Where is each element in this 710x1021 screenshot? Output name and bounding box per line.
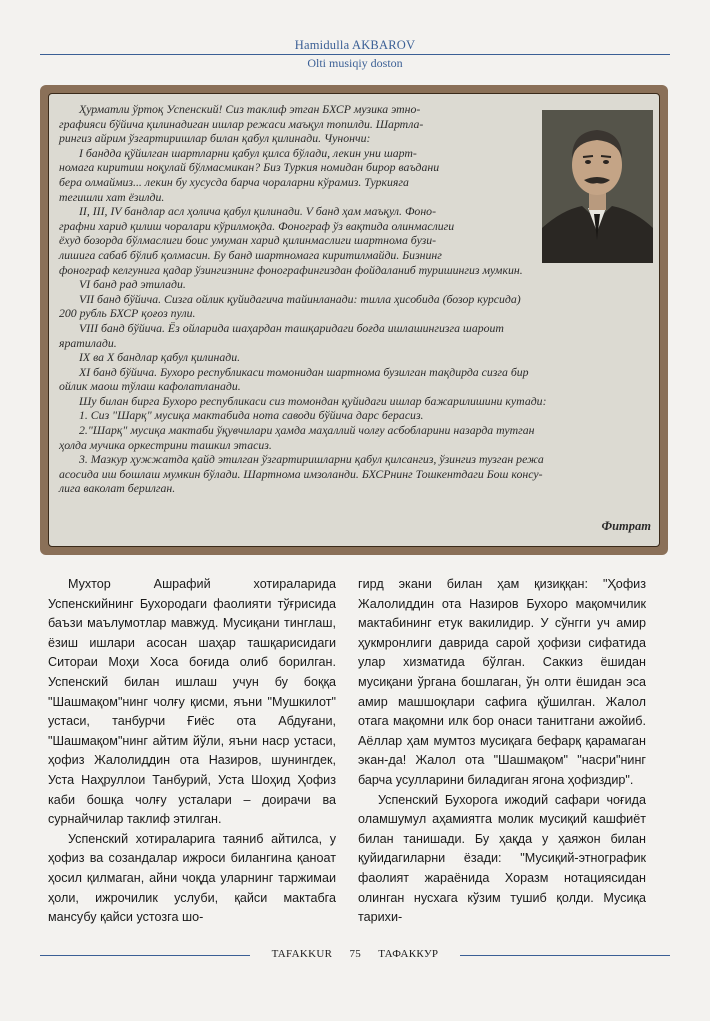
letter-line: ҳолда мучика оркестрини ташкил этасиз. [59, 437, 272, 452]
letter-line: II, III, IV бандлар асл ҳолича қабул қилинади. V банд ҳам маъқул. Фоно- [79, 204, 437, 219]
letter-line: XI банд бўйича. Бухоро республикаси томонидан шартнома бузилган тақдирда сизга бир [79, 364, 529, 379]
header-title: Olti musiqiy doston [307, 56, 403, 70]
letter-line: IX ва X бандлар қабул қилинади. [79, 350, 241, 365]
letter-line: номага киритиш ноқулай бўлмасмикан? Биз Туркия номидан бирор ваъдани [59, 160, 440, 175]
letter-line: яратилади. [59, 335, 117, 350]
letter-line: лига ваколат берилган. [59, 481, 176, 496]
letter-line: 1. Сиз "Шарқ" мусиқа мактабида нота саводи бўйича дарс берасиз. [79, 408, 424, 423]
letter-signature: Фитрат [601, 519, 651, 533]
letter-line: Шу билан бирга Бухоро республикаси сиз томондан қуйидаги ишлар бажарилишини кутади: [79, 393, 547, 408]
letter-line: рингиз айрим ўзгартиришлар билан қабул қилинади. Чунончи: [59, 131, 371, 146]
letter-line: 200 рубль БХСР қоғоз пули. [59, 306, 196, 321]
letter-line: 3. Мазкур ҳужжатда қайд этилган ўзгартиришларни қабул қилсангиз, ўзингиз тузган режа [79, 452, 544, 467]
header-rule [40, 54, 670, 55]
letter-line: VII банд бўйича. Сизга ойлик қуйидагича тайинланади: тилла ҳисобида (бозор курсида) [79, 291, 521, 306]
letter-line: фонограф келгунига қадар ўзингизнинг фонографингиздан фойдаланиб туришингиз мумкин. [59, 262, 523, 277]
left-column [48, 575, 336, 928]
letter-line: асосида иш бошлаш мумкин бўлади. Шартнома имзоланди. БХСРнинг Тошкентдаги Бош консу- [59, 466, 543, 481]
letter-panel [48, 93, 660, 547]
letter-line: бера олмаймиз... лекин бу хусусда барча чораларни кўрамиз. Туркияга [59, 174, 409, 189]
letter-line: 2."Шарқ" мусиқа мактаби ўқувчилари ҳамда маҳаллий чолғу асбобларини назарда тутган [79, 423, 535, 438]
right-paragraph-1: гирд экани билан ҳам қизиққан: "Ҳофиз Жалолиддин ота Назиров Бухоро мақомчилик мактабининг етук вакилидир. У сўнгги уч амир ҳукмронлиги даврида сарой ҳофизи сифатида улар хизматида бўлган. Саккиз ёшидан мусиқани ўргана бошлаган, ўн олти ёшидан эса амир машшоқлари сафига қўшилган. Жалол отага мақомни илк бор онаси танитгани ажойиб. Аёллар ҳам мумтоз мусиқага бефарқ қарамаган экан-да! Жалол ота "Шашмақом" "насри"нинг барча усулларини биладиган ягона ҳофиздир". [358, 577, 646, 787]
left-paragraph-1: Мухтор Ашрафий хотираларида Успенскийнинг Бухородаги фаолияти тўғрисида баъзи маълумотлар мавжуд. Мусиқани тинглаш, ёзиш ишлари асосан шаҳар ташқарисидаги Ситораи Моҳи Хоса боғида олиб борилган. Успенский билан ишлаш учун бу боққа "Шашмақом"нинг чолғу қисми, яъни "Мушкилот" устаси, танбурчи Ғиёс ота Абдуғани, "Шашмақом"нинг айтим йўли, яъни наср устаси, ҳофиз Жалолиддин ота Назиров, шунингдек, Уста Наҳруллои Танбурий, Уста Шоҳид Ҳофиз каби бошқа чолғу усталари – доирачи ва сурнайчилар таклиф этилган. [48, 577, 336, 827]
letter-line: ёхуд бозорда бўлмаслиги боис умуман харид қилинмаслиги шартнома бузи- [59, 233, 437, 248]
letter-line: ойлик маош тўлаш кафолатланади. [59, 379, 241, 394]
letter-text [59, 102, 649, 496]
right-paragraph-2: Успенский Бухорога ижодий сафари чоғида оламшумул аҳамиятга молик мусиқий кашфиёт билан танишади. Бу ҳақда у ҳаяжон билан қуйидагиларни ёзади: "Мусиқий-этнографик фаолият жараёнида Хоразм нотациясидан олинган нусхага кўзим тушиб қолди. Мусиқа тарихи- [358, 792, 646, 925]
footer [40, 946, 670, 966]
footer-label-latin: TAFAKKUR [268, 948, 337, 960]
letter-frame [40, 85, 668, 555]
letter-line: I бандда қўйилган шартларни қабул қилса бўлади, лекин уни шарт- [79, 145, 417, 160]
letter-line: лишига сабаб бўлиб қолмасин. Бу банд шартномага киритилмайди. Бизнинг [59, 247, 442, 262]
letter-line: VI банд рад этилади. [79, 277, 186, 292]
header-author: Hamidulla AKBAROV [294, 38, 416, 52]
letter-line: тегишли хат ёзилди. [59, 189, 165, 204]
right-column [358, 575, 646, 928]
page-number: 75 [345, 948, 365, 960]
letter-line: Ҳурматли ўртоқ Успенский! Сиз таклиф этган БХСР музика этно- [79, 102, 421, 116]
footer-label-cyrillic: ТАФАККУР [374, 948, 442, 960]
letter-line: VIII банд бўйича. Ёз ойларида шаҳардан ташқаридаги боғда ишлашингизга шароит [79, 320, 504, 335]
left-paragraph-2: Успенский хотираларига таяниб айтилса, у ҳофиз ва созандалар ижроси билангина қаноат ҳосил қилмаган, айни чоқда уларнинг таржимаи ҳоли, ижрочилик услуби, қайси мактабга мансубу қайси устозга шо- [48, 831, 336, 925]
letter-line: графияси бўйича қилинадиган ишлар режаси маъқул топилди. Шартла- [59, 116, 424, 131]
letter-line: графни харид қилиш чоралари кўрилмоқда. Фонограф ўз вақтида олинмаслиги [59, 218, 455, 233]
